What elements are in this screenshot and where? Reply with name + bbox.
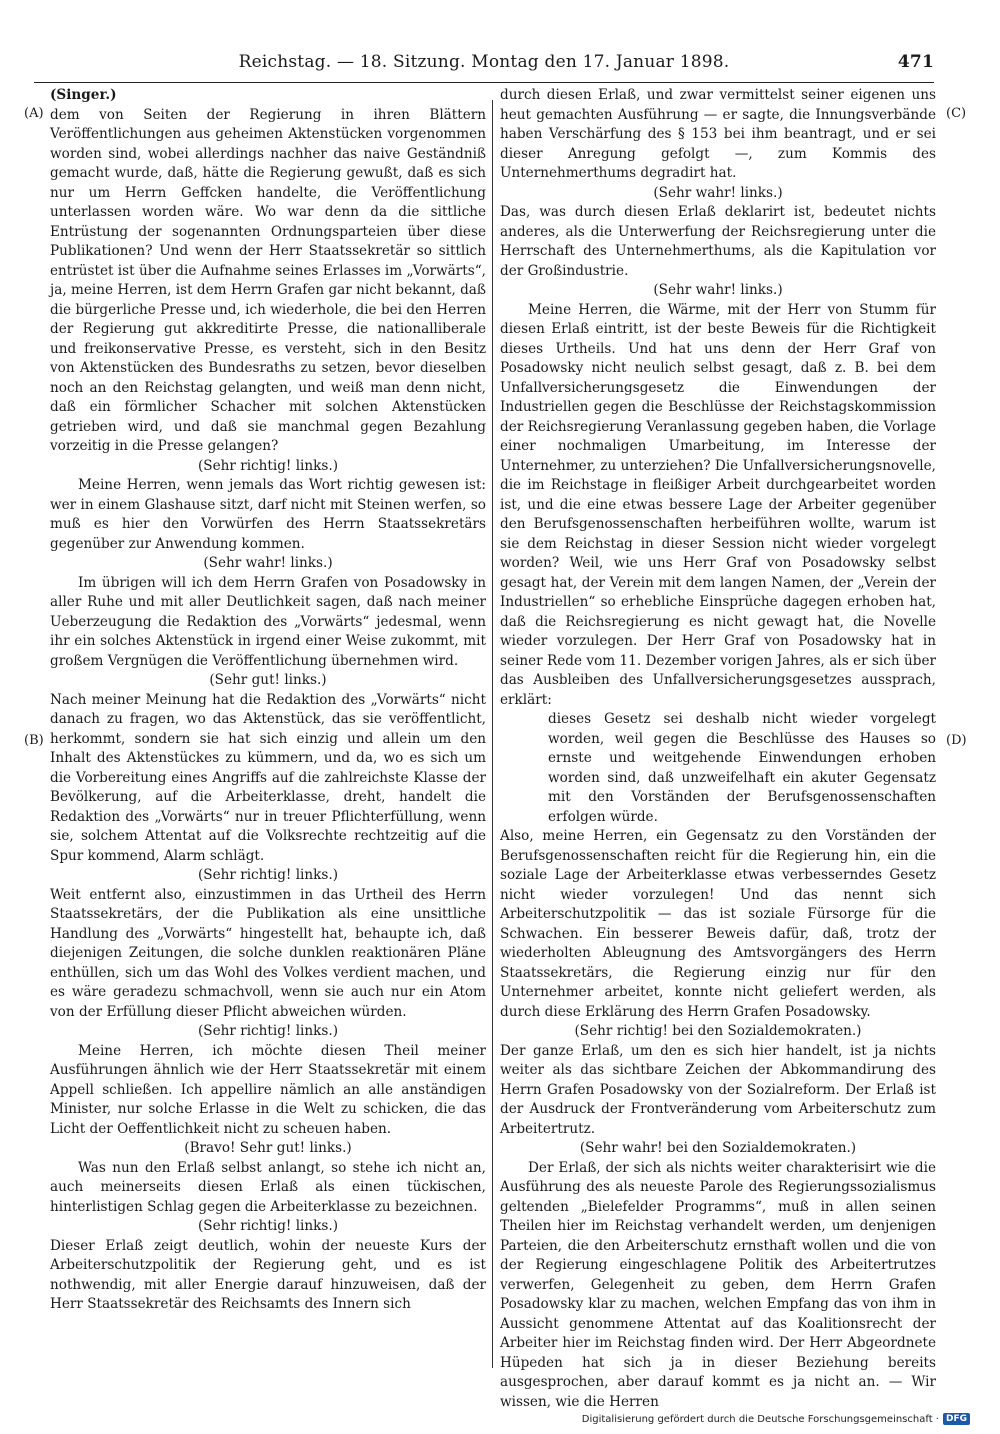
paragraph: Der ganze Erlaß, um den es sich hier handelt, ist ja nichts weiter als das sichtbare Zeichen der Abkommandirung des Herrn Grafen Posadowsky von der Sozialreform. Der Erlaß ist der Ausdruck der Frontveränderung vom Arbeiterschutz zum Arbeitertrutz. — [500, 1042, 936, 1137]
dfg-logo: DFG — [943, 1413, 970, 1425]
header-rule — [34, 82, 934, 83]
page-number: 471 — [897, 52, 934, 72]
margin-marker-b: (B) — [24, 733, 44, 748]
margin-marker-c: (C) — [946, 106, 967, 121]
interjection: (Sehr richtig! links.) — [197, 1218, 339, 1234]
interjection: (Sehr wahr! links.) — [203, 555, 333, 571]
footer-text: Digitalisierung gefördert durch die Deutsche Forschungsgemeinschaft · — [581, 1413, 939, 1425]
paragraph: Meine Herren, wenn jemals das Wort richtig gewesen ist: wer in einem Glashause sitzt, darf nicht mit Steinen werfen, so muß es hier den Vorwürfen des Herrn Staatssekretärs gegenüber zur Anwendung kommen. — [50, 477, 486, 552]
interjection: (Sehr richtig! links.) — [197, 457, 339, 474]
interjection: (Sehr gut! links.) — [209, 672, 327, 688]
paragraph: Meine Herren, die Wärme, mit der Herr von Stumm für diesen Erlaß eintritt, ist der beste Beweis für die Richtigkeit dieses Urtheils. Und hat uns denn der Herr Graf von Posadowsky nicht neulich selbst gesagt, daß z. B. bei dem Unfallversicherungsgesetz die Einwendungen der Industriellen gegen die Beschlüsse der Reichstagskommission der Reichsregierung Veranlassung gegeben haben, die Vorlage einer nochmaligen Umarbeitung, im Interesse der Unternehmer, zu unterziehen? Die Unfallversicherungsnovelle, die im Reichstage in fleißiger Arbeit durchgearbeitet worden ist, und die eine etwas bessere Lage der Arbeiter gegenüber den Berufsgenossenschaften herbeiführen wollte, warum ist sie dem Reichstag in dieser Session nicht wieder vorgelegt worden? Weil, wie uns Herr Graf von Posadowsky selbst gesagt hat, der Verein mit dem langen Namen, der „Verein der Industriellen“ so erhebliche Einsprüche dagegen erhoben hat, daß die Reichsregierung es nicht gewagt hat, die Novelle wieder vorzulegen. Der Herr Graf von Posadowsky hat in seiner Rede vom 11. Dezember vorigen Jahres, als er sich über das Ausbleiben des Unfallversicherungsgesetzes aussprach, erklärt: — [500, 301, 936, 708]
margin-marker-a: (A) — [24, 106, 44, 121]
block-quote: dieses Gesetz sei deshalb nicht wieder vorgelegt worden, weil gegen die Beschlüsse des Hauses so ernste und weitgehende Einwendungen erhoben worden sind, daß unzweifelhaft ein akuter Gegensatz mit den Vorständen der Berufsgenossenschaften erfolgen würde. — [548, 711, 936, 825]
paragraph: Der Erlaß, der sich als nichts weiter charakterisirt wie die Ausführung des als neueste Parole des Regierungssozialismus geltenden „Bielefelder Programms“, muß in allen seinen Theilen hier im Reichstag verhandelt werden, um denjenigen Parteien, die den Arbeiterschutz ernsthaft wollen und die von der Regierung eingeschlagene Politik des Arbeitertrutzes verwerfen, Gelegenheit zu geben, dem Herrn Grafen Posadowsky klar zu machen, welchen Empfang das von ihm in Aussicht genommene Attentat auf das Koalitionsrecht der Arbeiter hier im Reichstag finden wird. Der Herr Abgeordnete Hüpeden hat sich ja in dieser Beziehung bereits ausgesprochen, aber darauf kommt es ja nicht an. — Wir wissen, wie die Herren — [500, 1159, 936, 1410]
paragraph: Weit entfernt also, einzustimmen in das Urtheil des Herrn Staatssekretärs, der die Publikation als eine unsittliche Handlung des „Vorwärts“ hingestellt hat, behaupte ich, daß diejenigen Zeitungen, die solche dunklen reaktionären Pläne enthüllen, sich um das Wohl des Volkes verdient machen, und es wäre geradezu schmachvoll, wenn sie auch nur ein Atom von der Erfüllung dieser Pflicht abweichen würden. — [50, 886, 486, 1020]
interjection: (Sehr wahr! bei den Sozialdemokraten.) — [579, 1140, 857, 1156]
interjection: (Sehr wahr! links.) — [653, 184, 783, 201]
margin-marker-d: (D) — [946, 733, 967, 748]
right-column — [500, 86, 936, 1410]
paragraph: Meine Herren, ich möchte diesen Theil meiner Ausführungen ähnlich wie der Herr Staatssekretär mit einem Appell schließen. Ich appellire nämlich an alle anständigen Minister, nur solche Erlasse in die Welt zu schicken, die das Licht der Oeffentlichkeit nicht zu scheuen haben. — [50, 1042, 486, 1137]
interjection: (Sehr richtig! links.) — [197, 867, 339, 883]
digitization-footer — [582, 1413, 970, 1425]
paragraph: dem von Seiten der Regierung in ihren Blättern Veröffentlichungen aus geheimen Aktenstücken vorgenommen worden sind, wobei allerdings nachher das naive Geständniß gemacht wurde, daß, hätte die Regierung gewußt, daß es sich nur um Herrn Geffcken handelte, die Veröffentlichung unterlassen worden wäre. Wo war denn da die sittliche Entrüstung der sogenannten Ordnungsparteien über diese Publikationen? Und wenn der Herr Staatssekretär so sittlich entrüstet ist über die Aufnahme seines Erlasses im „Vorwärts“, ja, meine Herren, ist dem Herrn Grafen gar nicht bekannt, daß die bürgerliche Presse und, ich wiederhole, die bei den Herren der Regierung gut akkreditirte Presse, die nationalliberale und freikonservative Presse, es versteht, sich in den Besitz von Aktenstücken des Bundesraths zu setzen, bevor dieselben noch an den Reichstag gelangten, und weiß man denn nicht, daß ein förmlicher Schacher mit solchen Aktenstücken getrieben wird, und daß sie manchmal gegen Bezahlung vorzeitig in die Presse gelangen? — [50, 106, 486, 454]
paragraph: Im übrigen will ich dem Herrn Grafen von Posadowsky in aller Ruhe und mit aller Deutlichkeit sagen, daß nach meiner Ueberzeugung die Redaktion des „Vorwärts“ jedesmal, wenn ihr ein solches Aktenstück in irgend einer Weise zukommt, mit großem Vergnügen die Veröffentlichung übernehmen wird. — [50, 574, 486, 669]
paragraph: durch diesen Erlaß, und zwar vermittelst seiner eigenen uns heut gemachten Ausführung — er sagte, die Innungsverbände haben Verschärfung des § 153 bei ihm beantragt, und er sei dieser Anregung gefolgt —, zum Kommis des Unternehmerthums degradirt hat. — [500, 87, 936, 181]
page-header — [34, 50, 934, 78]
interjection: (Sehr richtig! links.) — [197, 1023, 339, 1039]
paragraph: Was nun den Erlaß selbst anlangt, so stehe ich nicht an, auch meinerseits diesen Erlaß als einen tückischen, hinterlistigen Schlag gegen die Arbeiterklasse zu bezeichnen. — [50, 1159, 486, 1215]
speaker-name: (Singer.) — [50, 87, 117, 103]
paragraph: Das, was durch diesen Erlaß deklarirt ist, bedeutet nichts anderes, als die Unterwerfung der Reichsregierung unter die Herrschaft des Unternehmerthums, als die Kapitulation vor der Großindustrie. — [500, 204, 936, 279]
left-column — [50, 86, 486, 1376]
running-title: Reichstag. — 18. Sitzung. Montag den 17. Januar 1898. — [238, 52, 730, 72]
interjection: (Bravo! Sehr gut! links.) — [184, 1140, 352, 1156]
paragraph: Nach meiner Meinung hat die Redaktion des „Vorwärts“ nicht danach zu fragen, wo das Aktenstück, das sie veröffentlicht, herkommt, sondern sie hat sich einzig und allein um den Inhalt des Aktenstückes zu kümmern, und da, wo es sich um die Vorbereitung eines Angriffs auf die zahlreichste Klasse der Bevölkerung, auf die Arbeiterklasse, dreht, handelt die Redaktion des „Vorwärts“ nur in treuer Pflichterfüllung, wenn sie, solchem Attentat auf die Volksrechte rechtzeitig auf die Spur kommend, Alarm schlägt. — [50, 691, 486, 864]
interjection: (Sehr richtig! bei den Sozialdemokraten.) — [574, 1023, 862, 1039]
paragraph: Dieser Erlaß zeigt deutlich, wohin der neueste Kurs der Arbeiterschutzpolitik der Regierung geht, und es ist nothwendig, mit aller Energie darauf hinzuweisen, daß der Herr Staatssekretär des Reichsamts des Innern sich — [50, 1237, 486, 1312]
paragraph: Also, meine Herren, ein Gegensatz zu den Vorständen der Berufsgenossenschaften reicht für die Regierung hin, ein die soziale Lage der Arbeiterklasse etwas verbesserndes Gesetz nicht wieder vorzulegen! Und das nennt sich Arbeiterschutzpolitik — das ist soziale Fürsorge für die Schwachen. Ein besserer Beweis dafür, daß, trotz der wiederholten Ableugnung des Amtsvorgängers des Herrn Staatssekretärs, die Regierung einzig nur für den Unternehmer arbeitet, konnte nicht geliefert werden, als durch diese Erklärung des Herrn Grafen Posadowsky. — [500, 828, 936, 1020]
interjection: (Sehr wahr! links.) — [653, 282, 783, 298]
column-divider — [492, 100, 493, 1368]
